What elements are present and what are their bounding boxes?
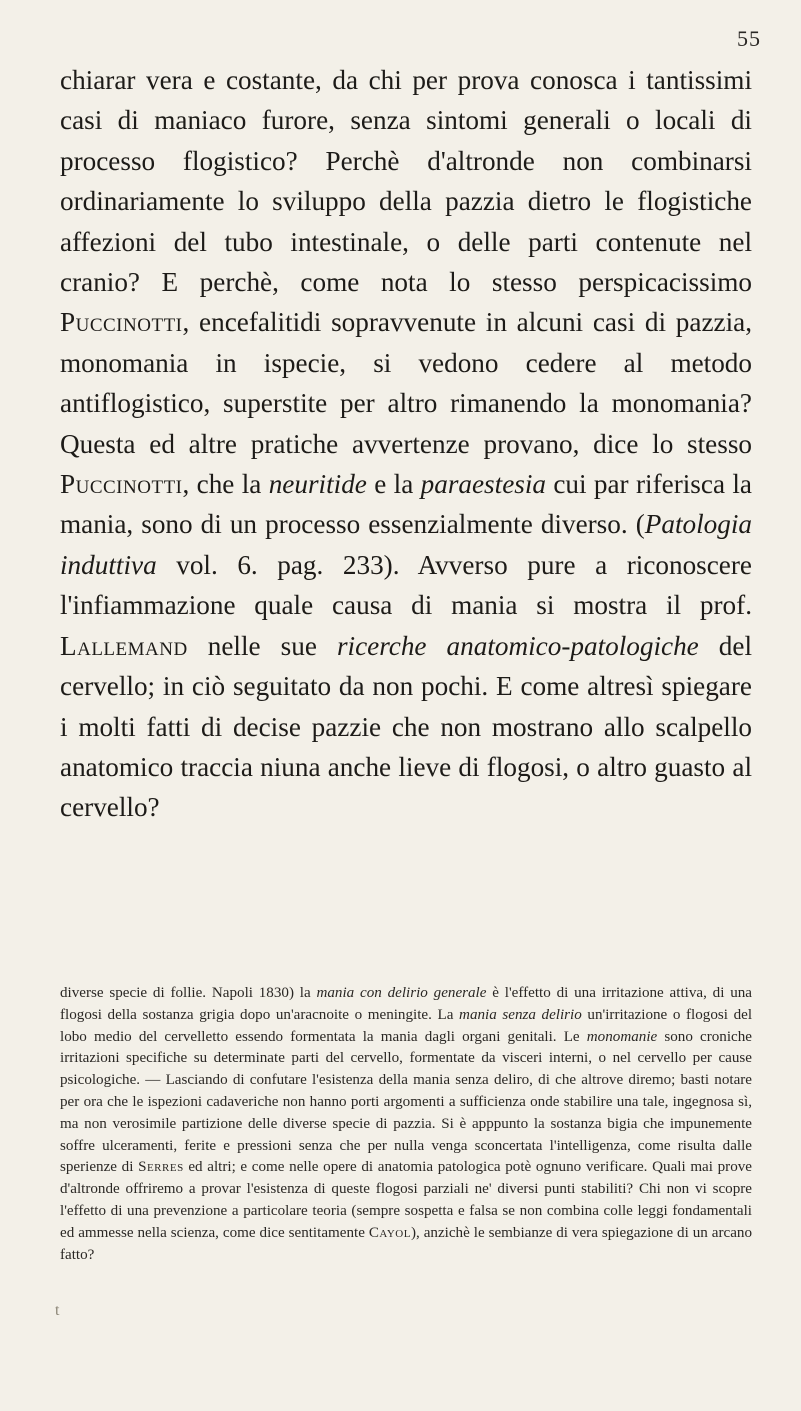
italic-term: neuritide — [268, 469, 367, 500]
author-name: Puccinotti — [60, 469, 183, 500]
text-segment: del cervello; in ciò seguitato da non pochi. E come altresì spiegare i molti fatti di decise pazzie che non mostrano allo scalpello anatomico traccia niuna anche lieve di flogosi, o altro guasto al cervello? — [60, 630, 753, 823]
text-segment: diverse specie di follie. Napoli 1830) la — [60, 985, 317, 1001]
italic-term: mania senza delirio — [459, 1006, 582, 1023]
margin-mark: t — [55, 1302, 60, 1319]
main-paragraph — [60, 60, 752, 828]
main-text — [60, 60, 752, 828]
book-title: Patologia induttiva — [60, 509, 752, 580]
text-segment: cui par riferisca la mania, sono di un processo essenzialmente diverso. ( — [60, 469, 752, 540]
text-segment: sono croniche irritazioni specifiche su determinate parti del cervello, formentate da visceri interni, o nel cervello per cause psicologiche. — Lasciando di confutare l'esistenza della mania senza deliro, di che altrove diremo; basti notare per ora che le ispezioni cadaveriche non hanno porti argomenti a sufficienza onde stabilire una tale, ingegnosa sì, ma non verosimile partizione delle diverse specie di pazzia. Si è apppunto la sostanza bigia che impunemente soffre ulceramenti, ferite e pressioni senza che per nulla venga sconcertata l'intelligenza, come risulta dalle sperienze di — [60, 1028, 752, 1176]
text-segment: è l'effetto di una irritazione attiva, di una flogosi della sostanza grigia dopo un'aracnoite o meningite. La — [60, 985, 752, 1023]
footnote — [60, 983, 752, 1266]
page-number: 55 — [737, 26, 761, 51]
text-segment: nelle sue — [187, 630, 337, 661]
text-segment: , che la — [182, 469, 269, 500]
author-name: Serres — [138, 1159, 184, 1176]
text-segment: un'irritazione o flogosi del lobo medio del cervelletto essendo formentata la mania dagli organi genitali. Le — [60, 1006, 753, 1045]
text-segment: e la — [366, 469, 421, 500]
text-segment: , encefalitidi sopravvenute in alcuni casi di pazzia, monomania in ispecie, si vedono cedere al metodo antiflogistico, superstite per altro rimanendo la monomania? Questa ed altre pratiche avvertenze provano, dice lo stesso — [60, 307, 752, 459]
footnote-paragraph — [60, 983, 752, 1266]
italic-term: mania con delirio generale — [316, 985, 487, 1001]
author-name: Cayol — [368, 1224, 411, 1241]
author-name: Lallemand — [60, 630, 188, 661]
text-segment: ), anzichè le sembianze di vera spiegazione di un arcano fatto? — [60, 1224, 753, 1263]
italic-term: paraestesia — [420, 469, 546, 500]
book-title: ricerche anatomico-patologiche — [336, 630, 699, 661]
author-name: Puccinotti — [60, 307, 183, 338]
italic-term: monomanie — [586, 1028, 658, 1045]
text-segment: ed altri; e come nelle opere di anatomia patologica potè ognuno verificare. Quali mai prove d'altronde offriremo a provar l'esistenza di queste flogosi parziali ne' diversi punti stabiliti? Chi non vi scopre l'effetto di una prevenzione a particolare teoria (sempre sospetta e falsa se non combina colle leggi fondamentali ed ammesse nella scienza, come dice sentitamente — [60, 1159, 752, 1241]
text-segment: chiarar vera e costante, da chi per prova conosca i tantissimi casi di maniaco furore, senza sintomi generali o locali di processo flogistico? Perchè d'altronde non combinarsi ordinariamente lo sviluppo della pazzia dietro le flogistiche affezioni del tubo intestinale, o delle parti contenute nel cranio? E perchè, come nota lo stesso perspicacissimo — [60, 65, 752, 298]
text-segment: vol. 6. pag. 233). Avverso pure a riconoscere l'infiammazione quale causa di mania si mostra il prof. — [60, 549, 752, 621]
